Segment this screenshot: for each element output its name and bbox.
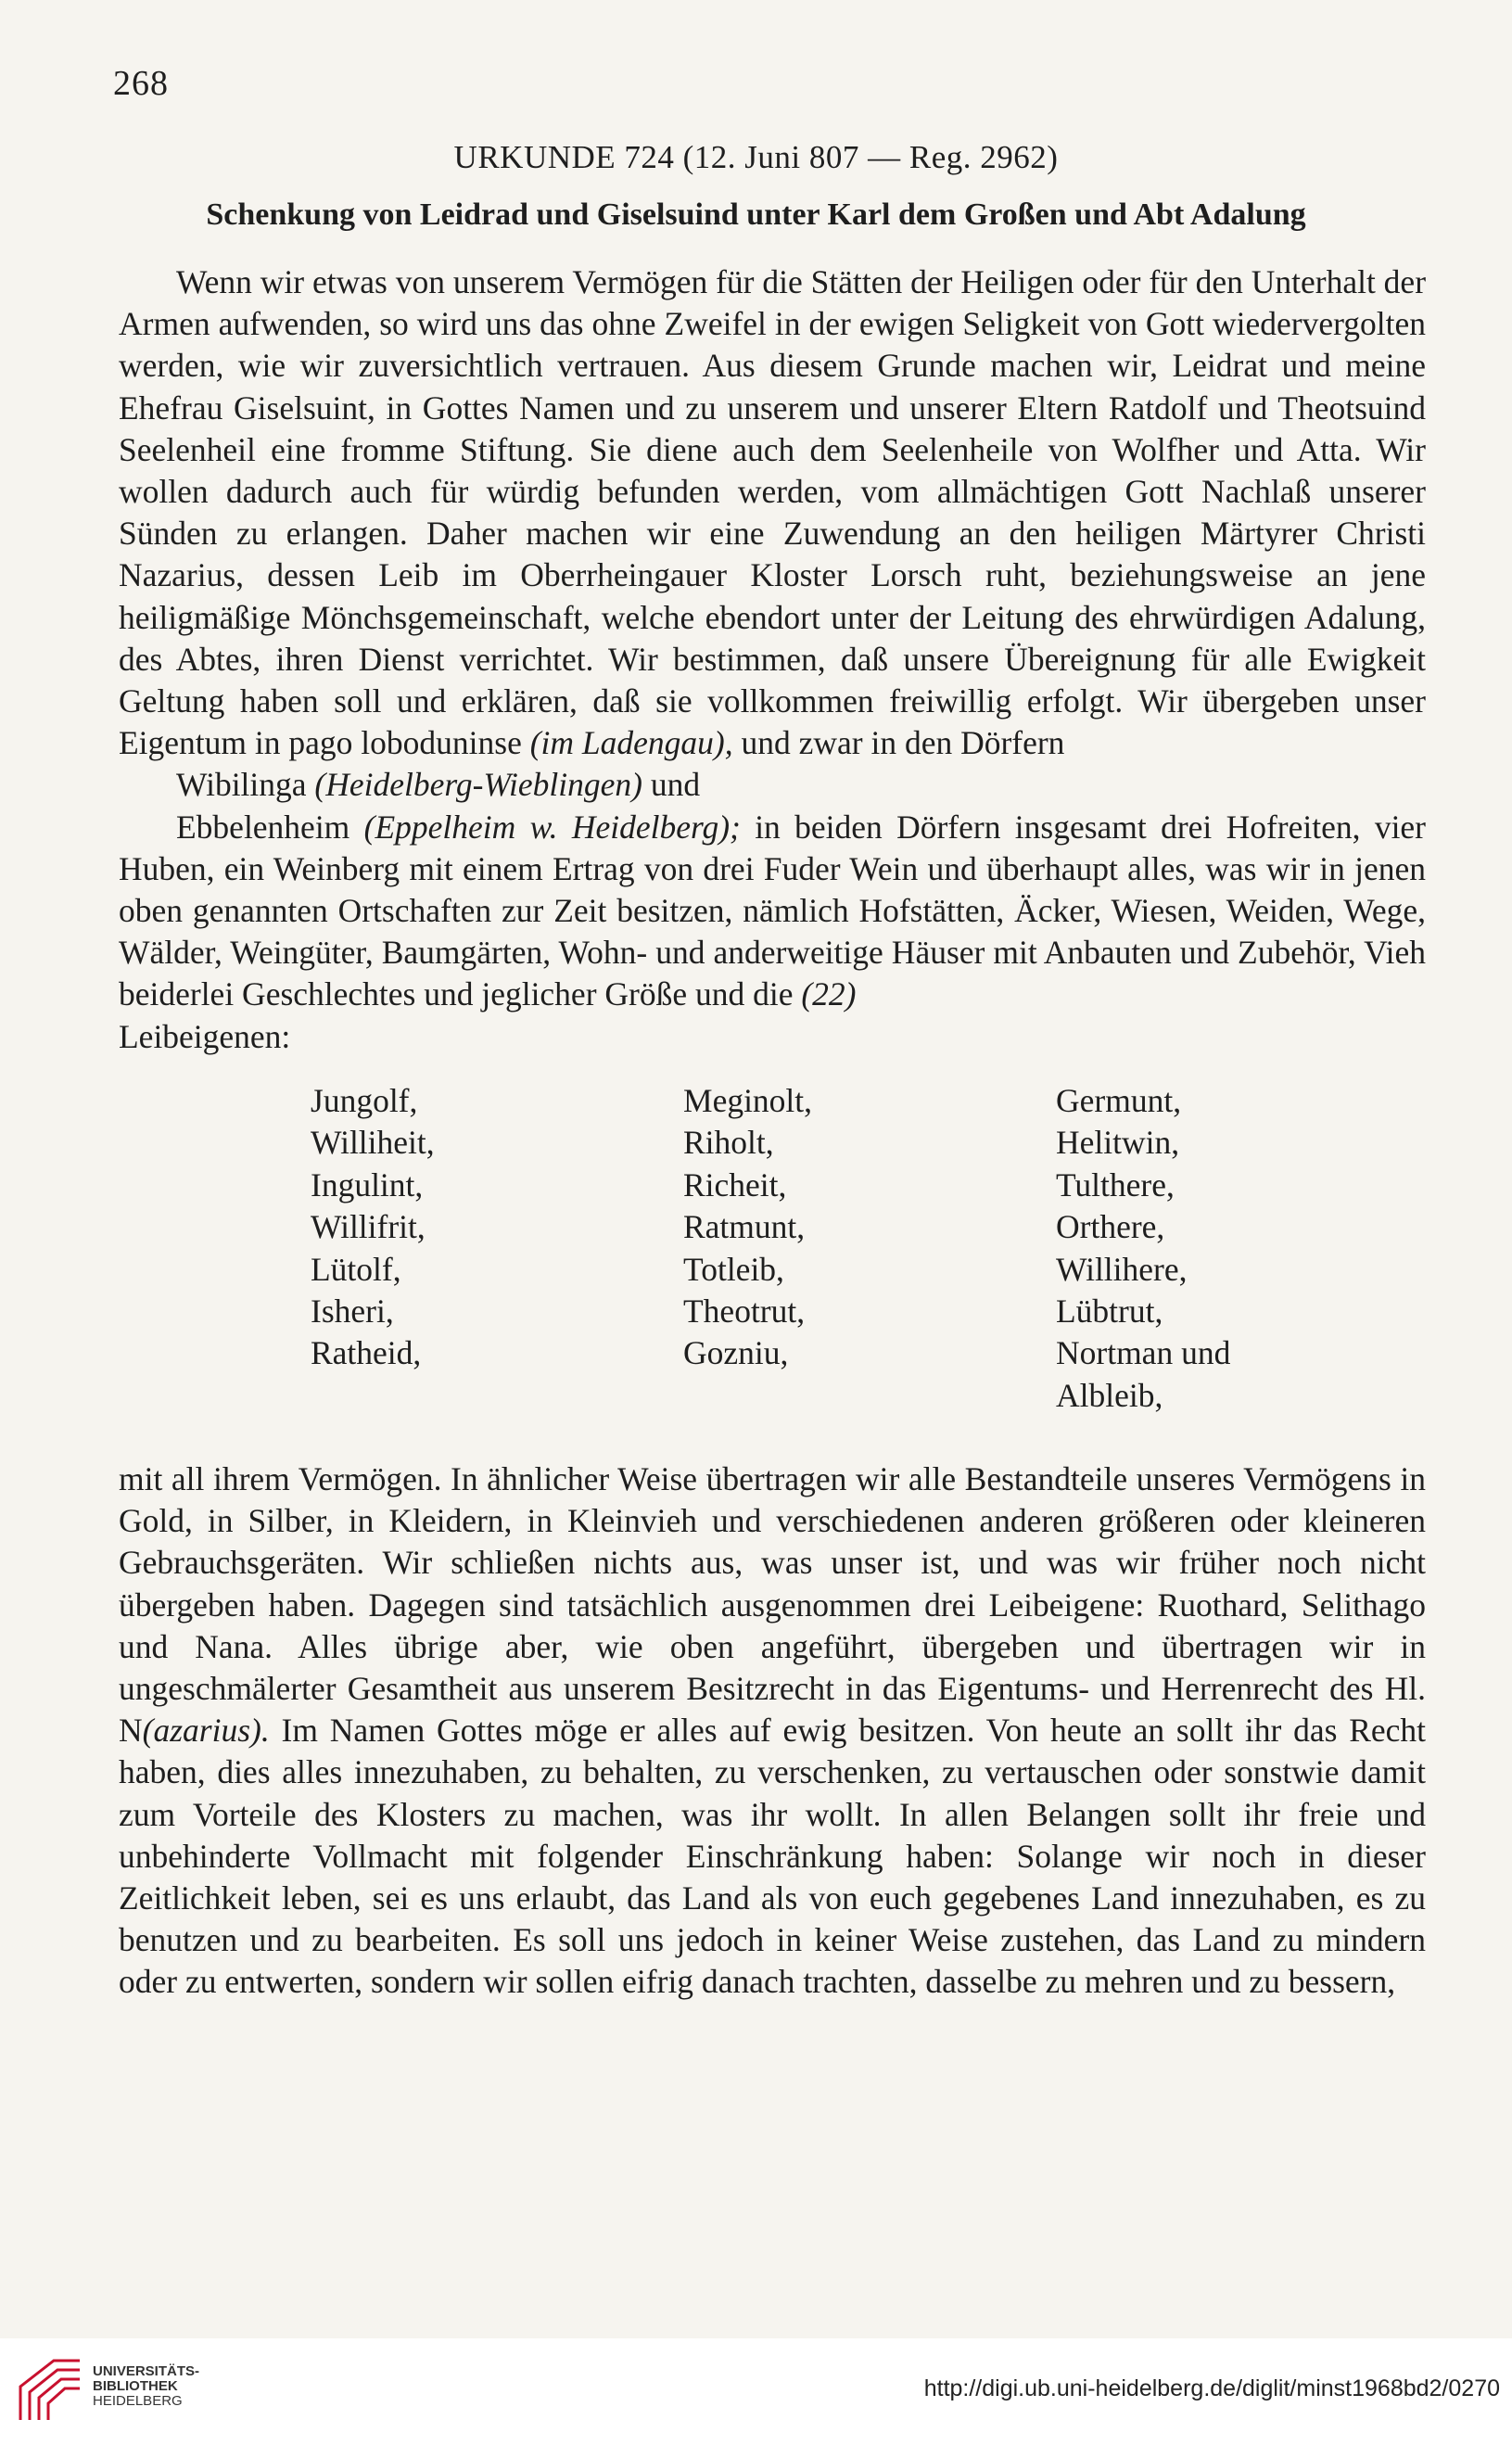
- names-row: [311, 1165, 1429, 1206]
- serf-name: Richeit,: [683, 1165, 787, 1203]
- names-row: [311, 1080, 1429, 1122]
- serf-name: Ratmunt,: [683, 1208, 806, 1246]
- serf-name: Lütolf,: [311, 1250, 401, 1288]
- serf-name: Totleib,: [683, 1250, 784, 1288]
- serf-name: Albleib,: [1056, 1376, 1163, 1414]
- names-row: [311, 1332, 1429, 1374]
- serf-name: Williheit,: [311, 1124, 435, 1162]
- serf-name: Helitwin,: [1056, 1124, 1180, 1162]
- serf-name: Meginolt,: [683, 1082, 813, 1119]
- paragraph-place-2: Ebbelenheim (Eppelheim w. Heidelberg); in beiden Dörfern insgesamt drei Hofreiten, vier Huben, ein Weinberg mit einem Ertrag von drei Fuder Wein und überhaupt alles, was wir in jenen oben genannten Ortschaften zur Zeit besitzen, nämlich Hofstätten, Äcker, Wiesen, Weiden, Wege, Wälder, Weingüter, Baumgärten, Wohn- und anderweitige Häuser mit Anbauten und Zubehör, Vieh beiderlei Geschlechtes und jeglicher Größe und die (22) Leibeigenen:: [119, 808, 1427, 1055]
- serf-names-table: [311, 1080, 1429, 1417]
- serf-name: Riholt,: [683, 1124, 774, 1162]
- paragraph-1: Wenn wir etwas von unserem Vermögen für die Stätten der Heiligen oder für den Unterhalt der Armen aufwenden, so wird uns das ohne Zweifel in der ewigen Seligkeit von Gott wiedervergolten werden, wie wir zuversichtlich vertrauen. Aus diesem Grunde machen wir, Leidrat und meine Ehefrau Giselsuint, in Gottes Namen und zu unserem und unserer Eltern Ratdolf und Theotsuind Seelenheil eine fromme Stiftung. Sie diene auch dem Seelenheile von Wolfher und Atta. Wir wollen dadurch auch für würdig befunden werden, vom allmächtigen Gott Nachlaß unserer Sünden zu erlangen. Daher machen wir eine Zuwendung an den heiligen Märtyrer Christi Nazarius, dessen Leib im Oberrheingauer Kloster Lorsch ruht, beziehungsweise an jene heiligmäßige Mönchsgemeinschaft, welche ebendort unter der Leitung des ehrwürdigen Adalung, des Abtes, ihren Dienst verrichtet. Wir bestimmen, daß unsere Übereignung für alle Ewigkeit Geltung haben soll und erklären, daß sie vollkommen freiwillig erfolgt. Wir übergeben unser Eigentum in pago loboduninse (im Ladengau), und zwar in den Dörfern: [119, 263, 1427, 762]
- serf-name: Theotrut,: [683, 1292, 806, 1330]
- paragraph-2: mit all ihrem Vermögen. In ähnlicher Weise übertragen wir alle Bestandteile unseres Vermögens in Gold, in Silber, in Kleidern, in Kleinvieh und verschiedenen anderen größeren oder kleineren Gebrauchsgeräten. Wir schließen nichts aus, was unser ist, und was wir früher noch nicht übergeben haben. Dagegen sind tatsächlich ausgenommen drei Leibeigene: Ruothard, Selithago und Nana. Alles übrige aber, wie oben angeführt, übergeben und übertragen wir in ungeschmälerter Gesamtheit aus unserem Besitzrecht in das Eigentums- und Herrenrecht des Hl. N(azarius). Im Namen Gottes möge er alles auf ewig besitzen. Von heute an sollt ihr das Recht haben, dies alles innezuhaben, zu behalten, zu verschenken, zu vertauschen oder sonstwie damit zum Vorteile des Klosters zu machen, was ihr wollt. In allen Belangen sollt ihr freie und unbehinderte Vollmacht mit folgender Einschränkung haben: Solange wir noch in dieser Zeitlichkeit leben, sei es uns erlaubt, das Land als von euch gegebenes Land innezuhaben, es zu benutzen und zu bearbeiten. Es soll uns jedoch in keiner Weise zustehen, das Land zu mindern oder zu entwerten, sondern wir sollen eifrig danach trachten, dasselbe zu mehren und zu bessern,: [119, 1460, 1426, 2001]
- serf-name: Isheri,: [311, 1292, 394, 1330]
- serf-name: Willifrit,: [311, 1208, 426, 1246]
- library-logo-icon: [13, 2349, 91, 2427]
- serf-name: Nortman und: [1056, 1334, 1231, 1372]
- body-text-top: [119, 261, 1426, 1058]
- names-row: [311, 1249, 1429, 1291]
- serf-name: Willihere,: [1056, 1250, 1188, 1288]
- serf-name: Germunt,: [1056, 1082, 1182, 1119]
- serf-name: [683, 1375, 1056, 1417]
- paragraph-place-1: Wibilinga (Heidelberg-Wieblingen) und: [176, 766, 701, 804]
- names-row: [311, 1206, 1429, 1248]
- library-name: UNIVERSITÄTS- BIBLIOTHEK HEIDELBERG: [93, 2363, 200, 2409]
- serf-name: [311, 1375, 683, 1417]
- page-number: 268: [113, 64, 169, 103]
- serf-name: Ratheid,: [311, 1334, 422, 1372]
- body-text-bottom: [119, 1458, 1426, 2004]
- serf-name: Tulthere,: [1056, 1165, 1175, 1203]
- document-title: URKUNDE 724 (12. Juni 807 — Reg. 2962): [453, 139, 1059, 175]
- names-row: [311, 1291, 1429, 1332]
- serf-name: Lübtrut,: [1056, 1292, 1163, 1330]
- serf-name: Ingulint,: [311, 1165, 424, 1203]
- serf-name: Orthere,: [1056, 1208, 1165, 1246]
- serf-name: Jungolf,: [311, 1082, 418, 1119]
- document-subtitle: Schenkung von Leidrad und Giselsuind unter Karl dem Großen und Abt Adalung: [206, 197, 1306, 232]
- names-row: [311, 1375, 1429, 1417]
- serf-name: Gozniu,: [683, 1334, 789, 1372]
- names-row: [311, 1122, 1429, 1164]
- source-url-link[interactable]: http://digi.ub.uni-heidelberg.de/diglit/minst1968bd2/0270: [923, 2375, 1500, 2401]
- library-footer: [0, 2338, 1512, 2445]
